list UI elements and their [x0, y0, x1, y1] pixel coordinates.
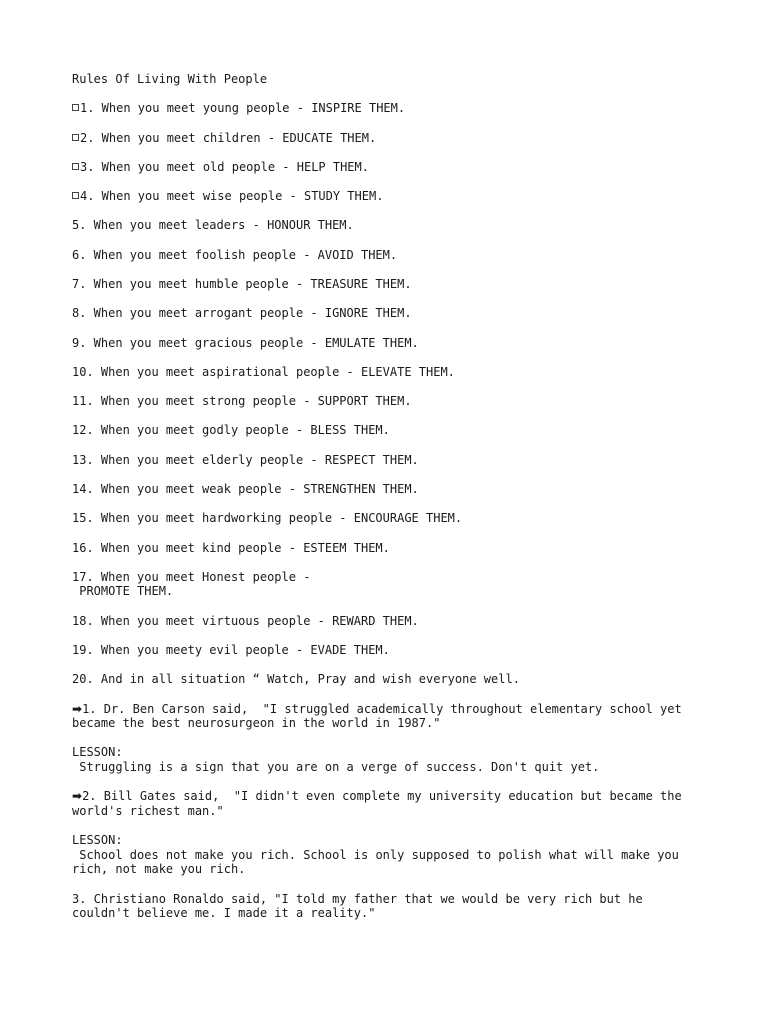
rule-text: 3. When you meet old people - HELP THEM. — [80, 159, 369, 174]
rule-item — [72, 277, 692, 292]
rule-item — [72, 248, 692, 263]
rule-text: 13. When you meet elderly people - RESPECT THEM. — [72, 452, 419, 467]
rule-text: 9. When you meet gracious people - EMULATE THEM. — [72, 335, 419, 350]
rule-text: 5. When you meet leaders - HONOUR THEM. — [72, 218, 354, 233]
arrow-right-icon: ➡ — [72, 701, 83, 716]
rule-item — [72, 101, 692, 116]
lesson-label: LESSON: — [72, 745, 123, 760]
rule-text: 1. When you meet young people - INSPIRE THEM. — [80, 101, 406, 116]
rule-item — [72, 614, 692, 629]
lesson-label: LESSON: — [72, 833, 123, 848]
bullet-box-icon — [72, 192, 79, 199]
rule-text: 12. When you meet godly people - BLESS THEM. — [72, 423, 390, 438]
bullet-box-icon — [72, 134, 79, 141]
rule-item — [72, 453, 692, 468]
rule-item — [72, 541, 692, 556]
rule-text: 8. When you meet arrogant people - IGNORE THEM. — [72, 306, 412, 321]
rule-item — [72, 131, 692, 146]
quote-item — [72, 789, 692, 818]
rule-text: 10. When you meet aspirational people - ELEVATE THEM. — [72, 364, 455, 379]
arrow-right-icon: ➡ — [72, 789, 83, 804]
rule-text: 18. When you meet virtuous people - REWARD THEM. — [72, 613, 419, 628]
bullet-box-icon — [72, 104, 79, 111]
rule-item — [72, 672, 692, 687]
rule-item — [72, 189, 692, 204]
lesson-text: Struggling is a sign that you are on a verge of success. Don't quit yet. — [72, 759, 600, 774]
rule-item — [72, 218, 692, 233]
rule-item — [72, 482, 692, 497]
rule-text: 17. When you meet Honest people - PROMOTE THEM. — [72, 569, 311, 599]
rule-item — [72, 394, 692, 409]
quote-item — [72, 892, 692, 921]
quote-text: 3. Christiano Ronaldo said, "I told my father that we would be very rich but he couldn't believe me. I made it a reality." — [72, 891, 650, 921]
rule-item — [72, 570, 692, 599]
rule-item — [72, 306, 692, 321]
rule-text: 4. When you meet wise people - STUDY THEM. — [80, 189, 384, 204]
document-page — [72, 72, 692, 935]
rule-item — [72, 160, 692, 175]
rule-item — [72, 365, 692, 380]
rule-text: 6. When you meet foolish people - AVOID THEM. — [72, 247, 398, 262]
rule-text: 14. When you meet weak people - STRENGTHEN THEM. — [72, 481, 419, 496]
lesson-block — [72, 833, 692, 877]
quotes-list — [72, 702, 692, 921]
rule-text: 16. When you meet kind people - ESTEEM THEM. — [72, 540, 390, 555]
document-title: Rules Of Living With People — [72, 72, 268, 86]
quote-item — [72, 702, 692, 731]
rule-text: 2. When you meet children - EDUCATE THEM. — [80, 130, 377, 145]
rule-item — [72, 643, 692, 658]
rule-text: 20. And in all situation “ Watch, Pray and wish everyone well. — [72, 672, 520, 687]
rule-item — [72, 336, 692, 351]
lesson-block — [72, 745, 692, 774]
bullet-box-icon — [72, 163, 79, 170]
rule-text: 7. When you meet humble people - TREASURE THEM. — [72, 276, 412, 291]
rule-item — [72, 423, 692, 438]
quote-text: 2. Bill Gates said, "I didn't even complete my university education but became the world's richest man." — [72, 789, 689, 818]
rules-list — [72, 101, 692, 687]
rule-text: 11. When you meet strong people - SUPPORT THEM. — [72, 394, 412, 409]
rule-text: 15. When you meet hardworking people - ENCOURAGE THEM. — [72, 511, 463, 526]
quote-text: 1. Dr. Ben Carson said, "I struggled academically throughout elementary school yet became the best neurosurgeon in the world in 1987." — [72, 701, 689, 731]
rule-item — [72, 511, 692, 526]
rule-text: 19. When you meety evil people - EVADE THEM. — [72, 642, 390, 657]
lesson-text: School does not make you rich. School is only supposed to polish what will make you rich, not make you rich. — [72, 847, 687, 877]
